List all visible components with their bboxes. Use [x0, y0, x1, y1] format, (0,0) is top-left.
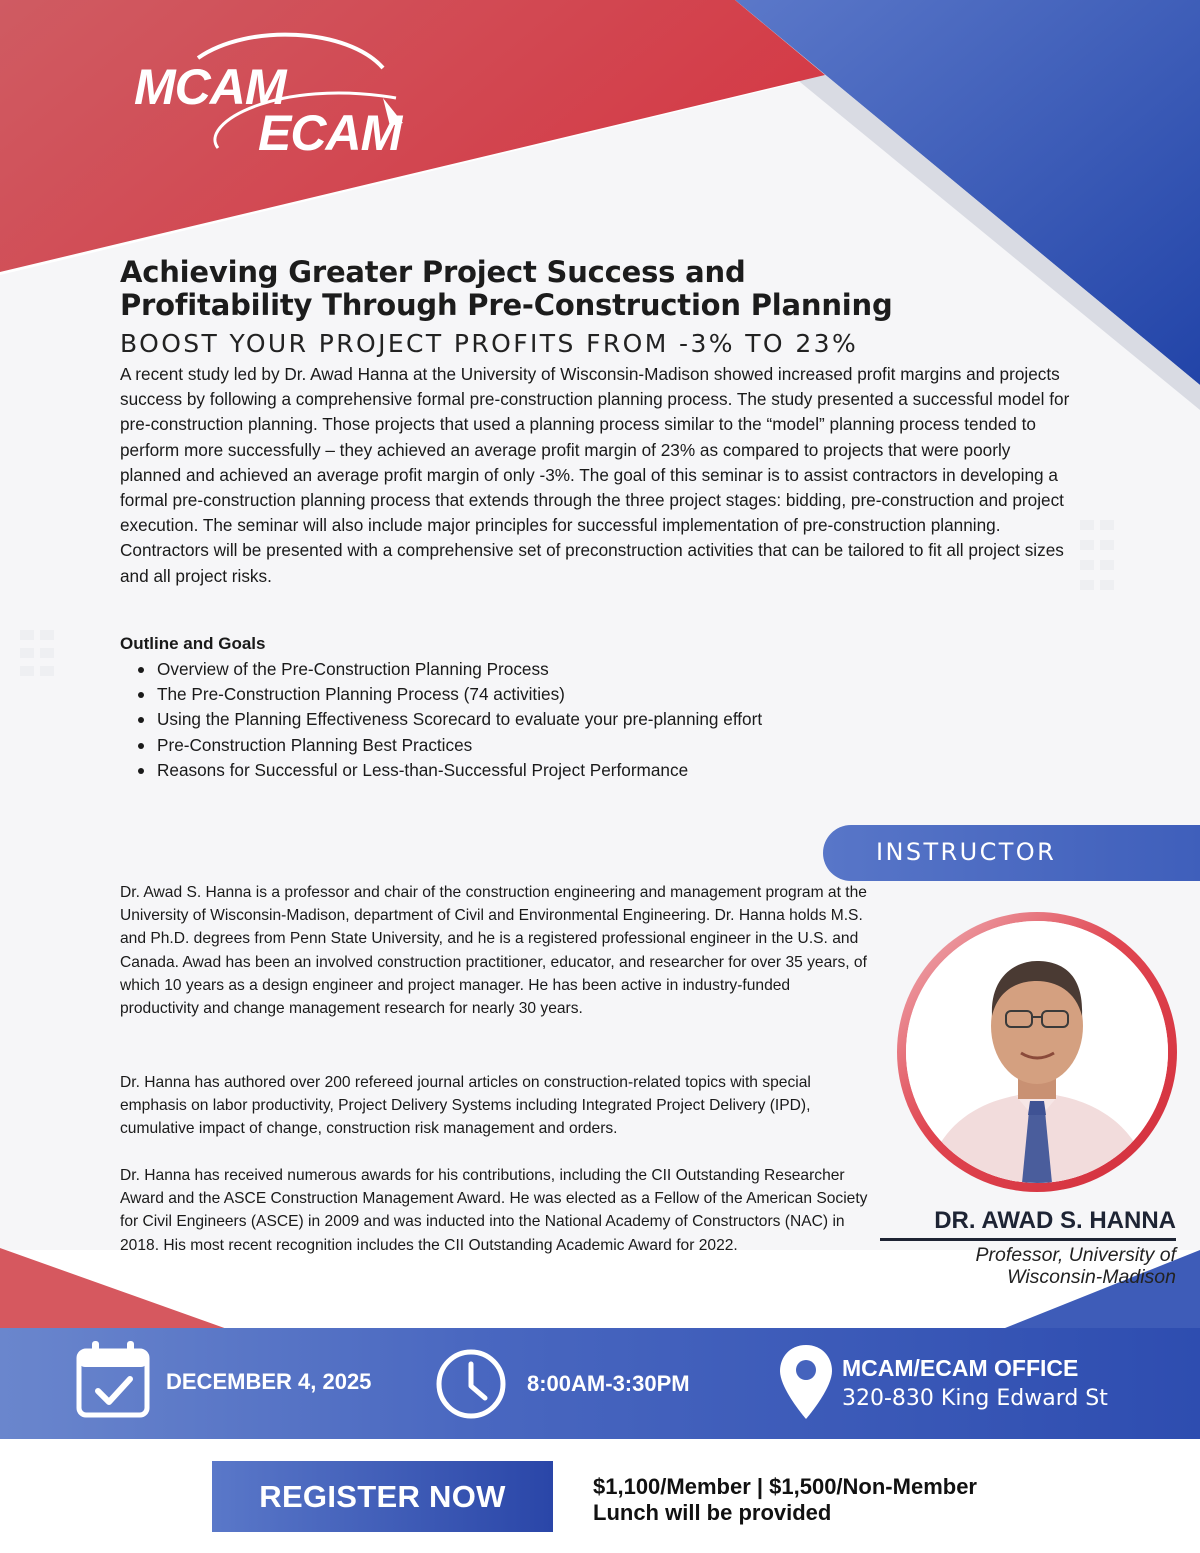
title-line-1: Achieving Greater Project Success and: [120, 255, 746, 289]
instructor-portrait-icon: [906, 921, 1168, 1183]
instructor-name: DR. AWAD S. HANNA: [934, 1207, 1176, 1234]
instructor-role-line-1: Professor, University of: [975, 1244, 1176, 1266]
instructor-name-divider: [880, 1238, 1176, 1241]
bullet-icon: [138, 768, 144, 774]
mcam-ecam-logo: [128, 28, 418, 161]
instructor-banner-label: INSTRUCTOR: [876, 838, 1057, 866]
outline-heading: Outline and Goals: [120, 634, 266, 653]
page-title: [120, 256, 1020, 322]
instructor-role-line-2: Wisconsin-Madison: [1007, 1266, 1176, 1288]
register-now-button[interactable]: REGISTER NOW: [212, 1461, 553, 1532]
clock-icon: [435, 1348, 507, 1420]
page-subtitle: BOOST YOUR PROJECT PROFITS FROM -3% TO 23%: [120, 329, 859, 358]
bullet-icon: [138, 667, 144, 673]
logo-text-mcam: MCAM: [134, 59, 286, 115]
instructor-role: [860, 1244, 1176, 1288]
calendar-icon: [76, 1339, 150, 1419]
event-venue: MCAM/ECAM OFFICE: [842, 1355, 1079, 1381]
event-date: DECEMBER 4, 2025: [166, 1369, 372, 1394]
instructor-photo-frame: [897, 912, 1177, 1192]
instructor-banner: [823, 825, 1200, 881]
event-address: 320-830 King Edward St: [842, 1386, 1108, 1411]
instructor-photo: [906, 921, 1168, 1183]
pricing-info: [593, 1474, 977, 1526]
outline-list: [138, 657, 898, 783]
bio-paragraph-3: Dr. Hanna has received numerous awards for his contributions, including the CII Outstanding Researcher Award and the ASCE Construction Management Award. He was elected as a Fellow of the American Society for Civil Engineers (ASCE) in 2009 and was inducted into the National Academy of Constructors (NAC) in 2018. His most recent recognition includes the CII Outstanding Academic Award for 2022.: [120, 1167, 868, 1254]
outline-item: Overview of the Pre-Construction Planning Process: [138, 657, 898, 682]
bio-paragraph-1: Dr. Awad S. Hanna is a professor and chair of the construction engineering and management program at the University of Wisconsin-Madison, department of Civil and Environmental Engineering. Dr. Hanna holds M.S. and Ph.D. degrees from Penn State University, and he is a registered professional engineer in the U.S. and Canada. Awad has been an involved construction practitioner, educator, and researcher for over 35 years, of which 10 years as a design engineer and project manager. He has been active in industry-funded productivity and change management research for nearly 30 years.: [120, 884, 867, 1018]
bullet-icon: [138, 743, 144, 749]
outline-item: The Pre-Construction Planning Process (74 activities): [138, 682, 898, 707]
bullet-icon: [138, 692, 144, 698]
price-line: $1,100/Member | $1,500/Non-Member: [593, 1474, 977, 1499]
outline-item: Using the Planning Effectiveness Scorecard to evaluate your pre-planning effort: [138, 707, 898, 732]
lunch-line: Lunch will be provided: [593, 1500, 832, 1525]
location-pin-icon: [778, 1343, 834, 1421]
outline-item: Pre-Construction Planning Best Practices: [138, 733, 898, 758]
title-line-2: Profitability Through Pre-Construction Planning: [120, 288, 893, 322]
bullet-icon: [138, 717, 144, 723]
bio-paragraph-2: Dr. Hanna has authored over 200 refereed journal articles on construction-related topics with special emphasis on labor productivity, Project Delivery Systems including Integrated Project Delivery (IPD), cumulative impact of change, construction risk management and orders.: [120, 1074, 811, 1138]
event-details-band: [0, 1328, 1200, 1439]
intro-paragraph: A recent study led by Dr. Awad Hanna at the University of Wisconsin-Madison showed increased profit margins and projects success by following a comprehensive formal pre-construction planning process. The study presented a successful model for pre-construction planning. Those projects that used a planning process similar to the “model” planning process tended to perform more successfully – they achieved an average profit margin of 23% as compared to projects that were poorly planned and achieved an average profit margin of only -3%. The goal of this seminar is to assist contractors in developing a formal pre-construction planning process that extends through the three project stages: bidding, pre-construction and project execution. The seminar will also include major principles for successful implementation of pre-construction planning. Contractors will be presented with a comprehensive set of preconstruction activities that can be tailored to fit all project sizes and all project risks.: [120, 364, 1070, 586]
logo-text-ecam: ECAM: [258, 105, 402, 161]
event-time: 8:00AM-3:30PM: [527, 1371, 690, 1396]
outline-item: Reasons for Successful or Less-than-Successful Project Performance: [138, 758, 898, 783]
